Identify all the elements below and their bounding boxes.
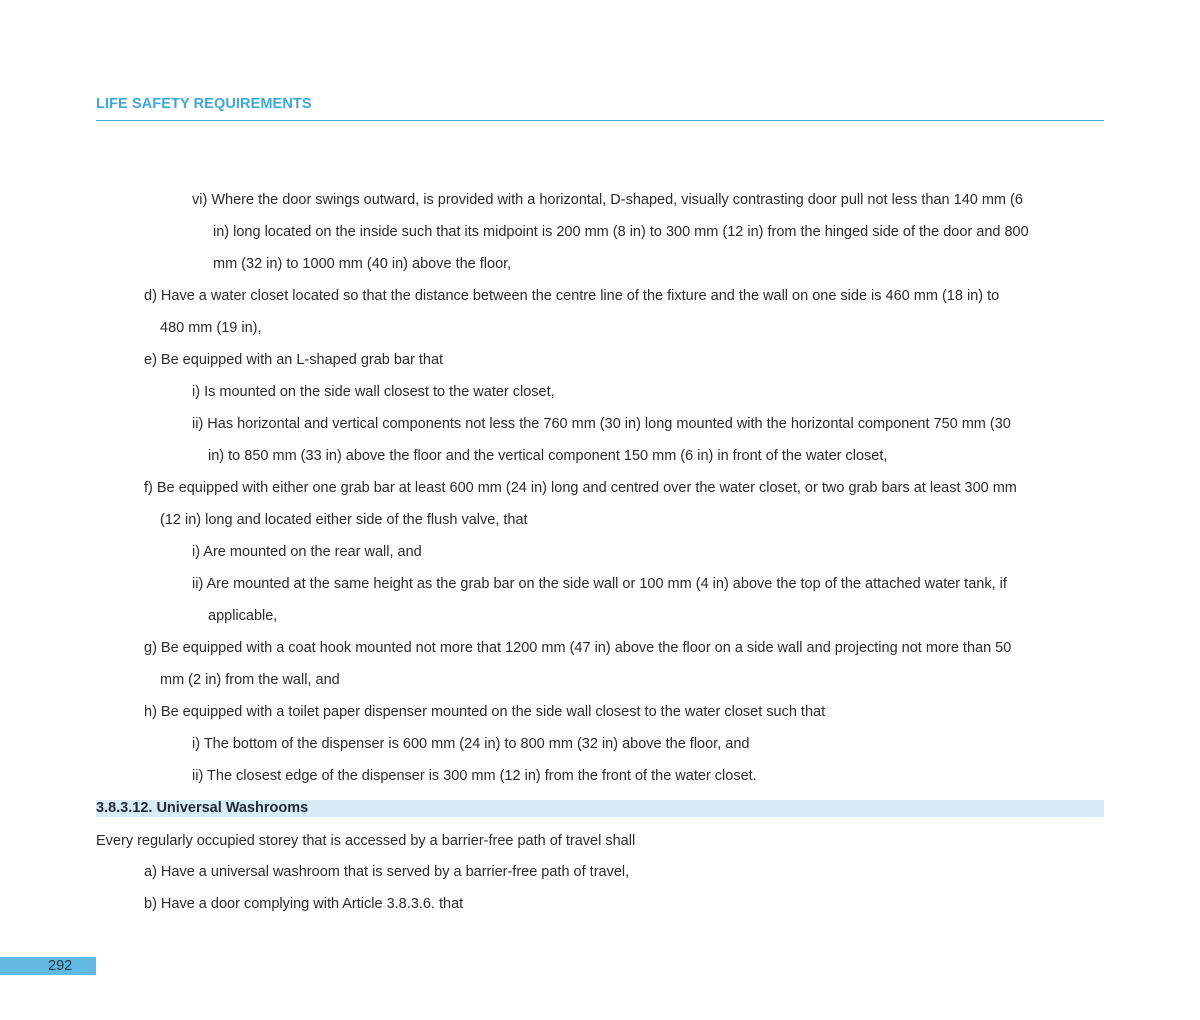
text-line: 480 mm (19 in), [160, 320, 262, 336]
text-line: (12 in) long and located either side of the flush valve, that [160, 512, 528, 528]
header-divider [96, 120, 1104, 121]
text-line: g) Be equipped with a coat hook mounted not more that 1200 mm (47 in) above the floor on a side wall and projecting not more than 50 [144, 640, 1012, 656]
running-header-title: LIFE SAFETY REQUIREMENTS [96, 96, 312, 112]
text-line: mm (32 in) to 1000 mm (40 in) above the floor, [213, 256, 512, 272]
text-line: in) long located on the inside such that its midpoint is 200 mm (8 in) to 300 mm (12 in) from the hinged side of the door and 800 [213, 224, 1029, 240]
text-line: applicable, [208, 608, 278, 624]
text-line: vi) Where the door swings outward, is provided with a horizontal, D-shaped, visually contrasting door pull not less than 140 mm (6 [192, 192, 1023, 208]
text-line: h) Be equipped with a toilet paper dispenser mounted on the side wall closest to the water closet such that [144, 704, 826, 720]
section-heading: 3.8.3.12. Universal Washrooms [96, 800, 309, 816]
page-number: 292 [48, 958, 73, 974]
text-line: i) Is mounted on the side wall closest to the water closet, [192, 384, 555, 400]
text-line: e) Be equipped with an L-shaped grab bar that [144, 352, 444, 368]
section-intro: Every regularly occupied storey that is accessed by a barrier-free path of travel shall [96, 833, 636, 849]
list-item: a) Have a universal washroom that is served by a barrier-free path of travel, [144, 864, 630, 880]
text-line: ii) The closest edge of the dispenser is 300 mm (12 in) from the front of the water closet. [192, 768, 757, 784]
list-item: b) Have a door complying with Article 3.8.3.6. that [144, 896, 464, 912]
text-line: i) The bottom of the dispenser is 600 mm (24 in) to 800 mm (32 in) above the floor, and [192, 736, 750, 752]
text-line: f) Be equipped with either one grab bar at least 600 mm (24 in) long and centred over the water closet, or two grab bars at least 300 mm [144, 480, 1017, 496]
text-line: in) to 850 mm (33 in) above the floor and the vertical component 150 mm (6 in) in front of the water closet, [208, 448, 888, 464]
text-line: i) Are mounted on the rear wall, and [192, 544, 422, 560]
text-line: mm (2 in) from the wall, and [160, 672, 340, 688]
text-line: d) Have a water closet located so that the distance between the centre line of the fixture and the wall on one side is 460 mm (18 in) to [144, 288, 1000, 304]
text-line: ii) Are mounted at the same height as the grab bar on the side wall or 100 mm (4 in) above the top of the attached water tank, if [192, 576, 1007, 592]
text-line: ii) Has horizontal and vertical components not less the 760 mm (30 in) long mounted with the horizontal component 750 mm (30 [192, 416, 1011, 432]
